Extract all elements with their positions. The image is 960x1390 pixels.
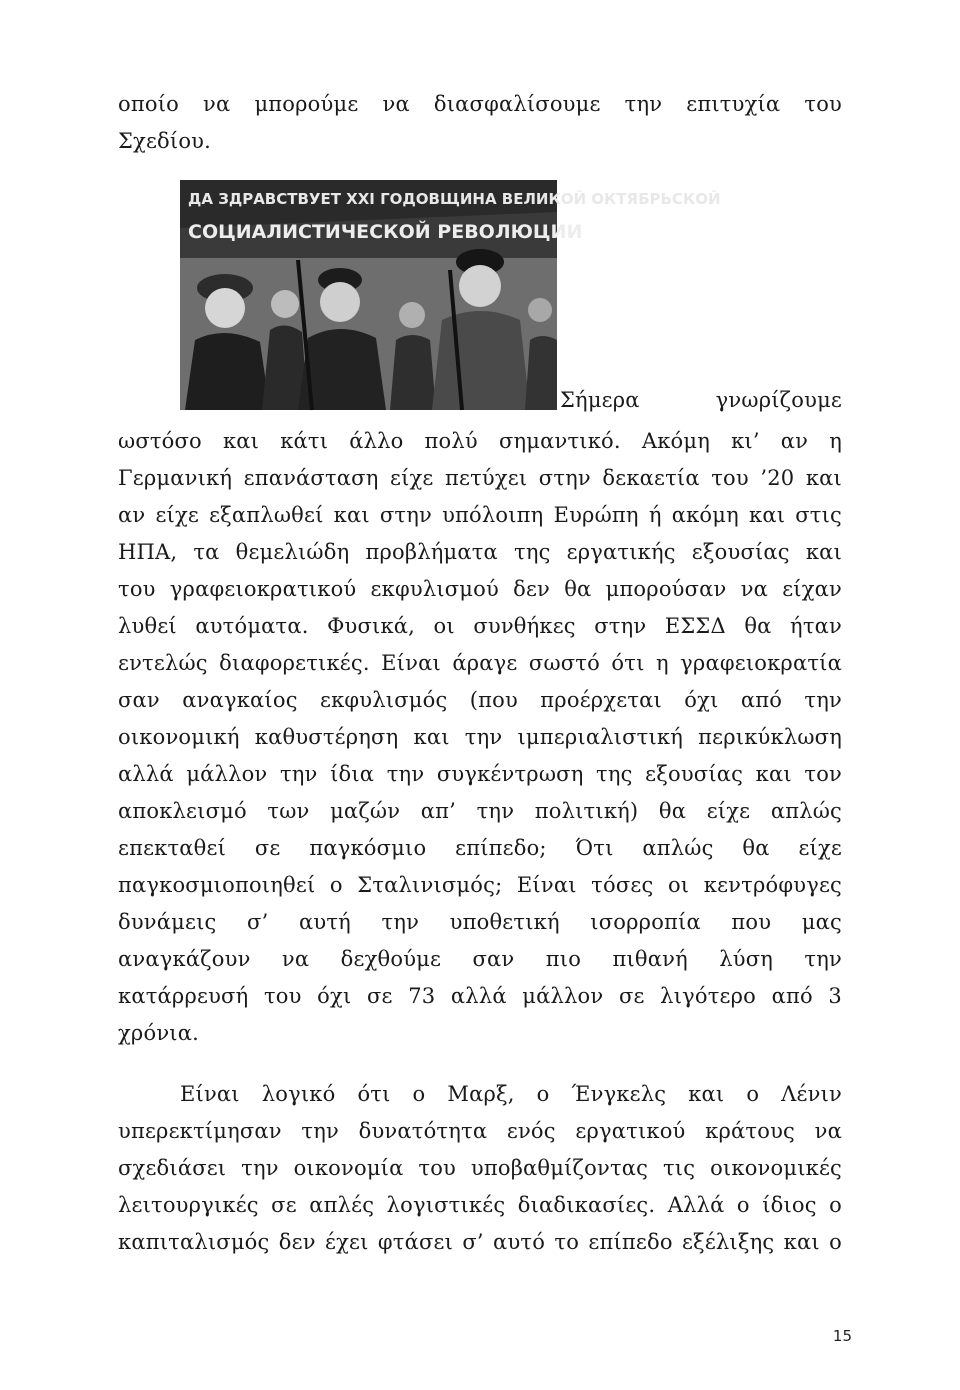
text-line: Γερμανική επανάσταση είχε πετύχει στην δεκαετία του ’20 και [118,466,842,490]
text-line: υπερεκτίμησαν την δυνατότητα ενός εργατικού κράτους να [118,1119,842,1143]
text-line: χρόνια. [118,1021,199,1045]
text-line: παγκοσμιοποιηθεί ο Σταλινισμός; Είναι τόσες οι κεντρόφυγες [118,873,842,897]
text-line: αναγκάζουν να δεχθούμε σαν πιο πιθανή λύση την [118,947,842,971]
text-line: Είναι λογικό ότι ο Μαρξ, ο Ένγκελς και ο Λένιν [180,1082,842,1106]
text-line: επεκταθεί σε παγκόσμιο επίπεδο; Ότι απλώς θα είχε [118,836,842,860]
text-line: λυθεί αυτόματα. Φυσικά, οι συνθήκες στην ΕΣΣΔ θα ήταν [118,614,842,638]
text-line: Σήμερα γνωρίζουμε [560,388,842,412]
page-number: 15 [832,1327,852,1345]
text-line: καπιταλισμός δεν έχει φτάσει σ’ αυτό το επίπεδο εξέλιξης και ο [118,1230,842,1254]
text-line: εντελώς διαφορετικές. Είναι άραγε σωστό ότι η γραφειοκρατία [118,651,842,675]
banner-text-2: СОЦИАЛИСТИЧЕСКОЙ РЕВОЛЮЦИИ [188,221,583,243]
text-line: ΗΠΑ, τα θεμελιώδη προβλήματα της εργατικής εξουσίας και [118,540,842,564]
text-line: σαν αναγκαίος εκφυλισμός (που προέρχεται όχι από την [118,688,842,712]
text-line: δυνάμεις σ’ αυτή την υποθετική ισορροπία που μας [118,910,842,934]
banner-text-1: ДА ЗДРАВСТВУЕТ XXI ГОДОВЩИНА ВЕЛИКОЙ ОКТЯБРЬСКОЙ [188,190,721,208]
text-line: αν είχε εξαπλωθεί και στην υπόλοιπη Ευρώπη ή ακόμη και στις [118,503,842,527]
text-line: του γραφειοκρατικού εκφυλισμού δεν θα μπορούσαν να είχαν [118,577,842,601]
text-line: αλλά μάλλον την ίδια την συγκέντρωση της εξουσίας και τον [118,762,842,786]
text-line: αποκλεισμό των μαζών απ’ την πολιτική) θα είχε απλώς [118,799,842,823]
text-line: λειτουργικές σε απλές λογιστικές διαδικασίες. Αλλά ο ίδιος ο [118,1193,842,1217]
text-line: οποίο να μπορούμε να διασφαλίσουμε την επιτυχία του [118,92,842,116]
text-line: Σχεδίου. [118,129,212,153]
text-line: ωστόσο και κάτι άλλο πολύ σημαντικό. Ακόμη κι’ αν η [118,429,842,453]
text-line: σχεδιάσει την οικονομία του υποβαθμίζοντας τις οικονομικές [118,1156,842,1180]
text-line: κατάρρευσή του όχι σε 73 αλλά μάλλον σε λιγότερο από 3 [118,984,842,1008]
text-line: οικονομική καθυστέρηση και την ιμπεριαλιστική περικύκλωση [118,725,842,749]
